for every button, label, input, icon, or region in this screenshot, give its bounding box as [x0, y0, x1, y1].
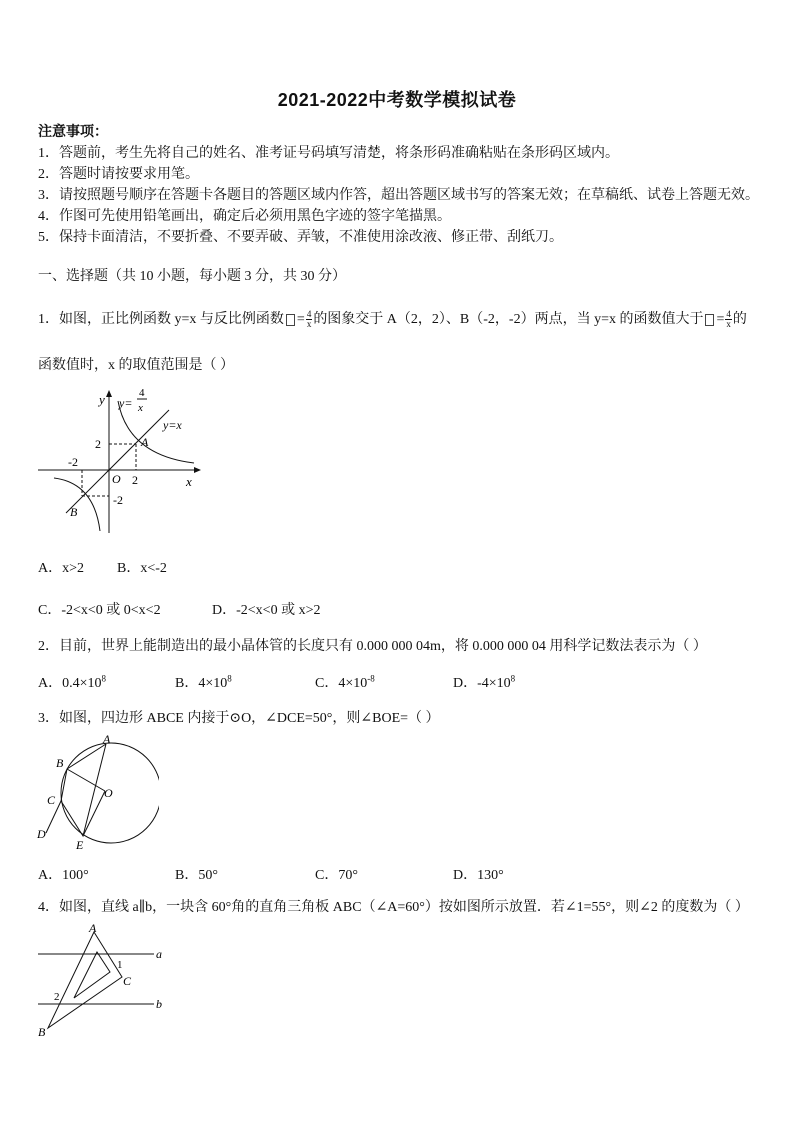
fraction-numerator: 4 [306, 309, 312, 320]
q1-fraction [306, 310, 313, 329]
point-E-label: E [76, 838, 84, 852]
page-title: 2021-2022中考数学模拟试卷 [277, 90, 517, 110]
placeholder-box-icon [705, 314, 714, 326]
point-B-label: B [56, 756, 64, 770]
q1-text-c: 的 [732, 312, 747, 327]
q2-option-b [175, 672, 232, 692]
point-A-label: A [89, 921, 97, 935]
q1-option-b: B．x<-2 [117, 561, 167, 576]
q2-option-d [453, 672, 515, 692]
point-D-label: D [37, 827, 46, 841]
q2-c-exp: -8 [367, 673, 375, 684]
q3-circle-figure [34, 733, 159, 853]
notice-item-3: 3．请按照题号顺序在答题卡各题目的答题区域内作答，超出答题区域书写的答案无效；在草稿纸、试卷上答题无效。 [38, 188, 759, 203]
q3-option-d: D．130° [453, 868, 504, 883]
hyperbola-num: 4 [139, 387, 145, 399]
q2-c-base: C．4×10 [315, 676, 368, 691]
q1-option-d: D．-2<x<0 或 x>2 [212, 603, 321, 618]
tick-minus2-y: -2 [113, 493, 123, 507]
q2-stem: 2．目前，世界上能制造出的最小晶体管的长度只有 0.000 000 04m，将 0.000 000 04 用科学记数法表示为（ ） [38, 639, 707, 654]
q1-text-b: 的图象交于 A（2，2）、B（-2，-2）两点，当 y=x 的函数值大于 [313, 312, 704, 327]
line-label: y=x [163, 418, 182, 432]
point-B-label: B [70, 505, 78, 519]
q2-d-base: D．-4×10 [453, 676, 511, 691]
point-A-label: A [103, 733, 111, 746]
point-A-label: A [141, 435, 149, 449]
q1-text-a: 1．如图，正比例函数 y=x 与反比例函数 [38, 312, 284, 327]
q1-stem-line1 [38, 308, 747, 329]
q2-b-base: B．4×10 [175, 676, 228, 691]
fraction-numerator: 4 [726, 309, 731, 320]
q1-option-c: C．-2<x<0 或 0<x<2 [38, 603, 161, 618]
q2-option-c [315, 672, 375, 692]
notice-heading: 注意事项： [38, 125, 108, 140]
tick-2-x: 2 [132, 473, 138, 487]
q2-d-exp: 8 [510, 673, 516, 684]
q1-eq: = [296, 312, 305, 327]
q2-a-base: A．0.4×10 [38, 676, 102, 691]
q3-stem: 3．如图，四边形 ABCE 内接于⊙O，∠DCE=50°，则∠BOE=（ ） [38, 711, 440, 726]
q1-graph-figure [36, 383, 206, 538]
notice-item-2: 2．答题时请按要求用笔。 [38, 167, 199, 182]
center-O-label: O [104, 786, 113, 800]
hyperbola-den: x [138, 402, 143, 414]
angle-1-label: 1 [117, 959, 123, 971]
fraction-denominator: x [306, 319, 312, 330]
line-a-label: a [156, 947, 162, 961]
notice-item-5: 5．保持卡面清洁，不要折叠、不要弄破、弄皱，不准使用涂改液、修正带、刮纸刀。 [38, 230, 563, 245]
q2-b-exp: 8 [227, 673, 232, 684]
tick-2-y: 2 [95, 437, 101, 451]
q1-stem-line2: 函数值时，x 的取值范围是（ ） [38, 358, 234, 373]
q1-fraction-2 [725, 310, 732, 329]
point-C-label: C [47, 793, 56, 807]
notice-item-4: 4．作图可先使用铅笔画出，确定后必须用黑色字迹的签字笔描黑。 [38, 209, 451, 224]
placeholder-box-icon [286, 314, 295, 326]
origin-label: O [112, 472, 121, 486]
q3-option-c: C．70° [315, 868, 358, 883]
angle-2-label: 2 [54, 991, 60, 1003]
line-b-label: b [156, 997, 162, 1011]
hyperbola-label: y= [119, 396, 133, 410]
q1-option-a: A．x>2 [38, 561, 85, 576]
q4-stem: 4．如图，直线 a∥b，一块含 60°角的直角三角板 ABC（∠A=60°）按如图所示放置．若∠1=55°，则∠2 的度数为（ ） [38, 900, 749, 915]
fraction-denominator: x [726, 319, 731, 330]
q1-eq2: = [716, 312, 725, 327]
q3-option-a: A．100° [38, 868, 89, 883]
x-axis-label: x [186, 474, 192, 489]
y-axis-label: y [99, 392, 105, 407]
point-C-label: C [123, 974, 132, 988]
tick-minus2-x: -2 [68, 455, 78, 469]
q2-option-a [38, 672, 106, 692]
notice-item-1: 1．答题前，考生先将自己的姓名、准考证号码填写清楚，将条形码准确粘贴在条形码区域内。 [38, 146, 619, 161]
q4-triangle-figure [34, 920, 174, 1045]
section-heading: 一、选择题（共 10 小题，每小题 3 分，共 30 分） [38, 269, 346, 284]
q2-a-exp: 8 [101, 673, 107, 684]
point-B-label: B [38, 1025, 46, 1039]
q3-option-b: B．50° [175, 868, 218, 883]
